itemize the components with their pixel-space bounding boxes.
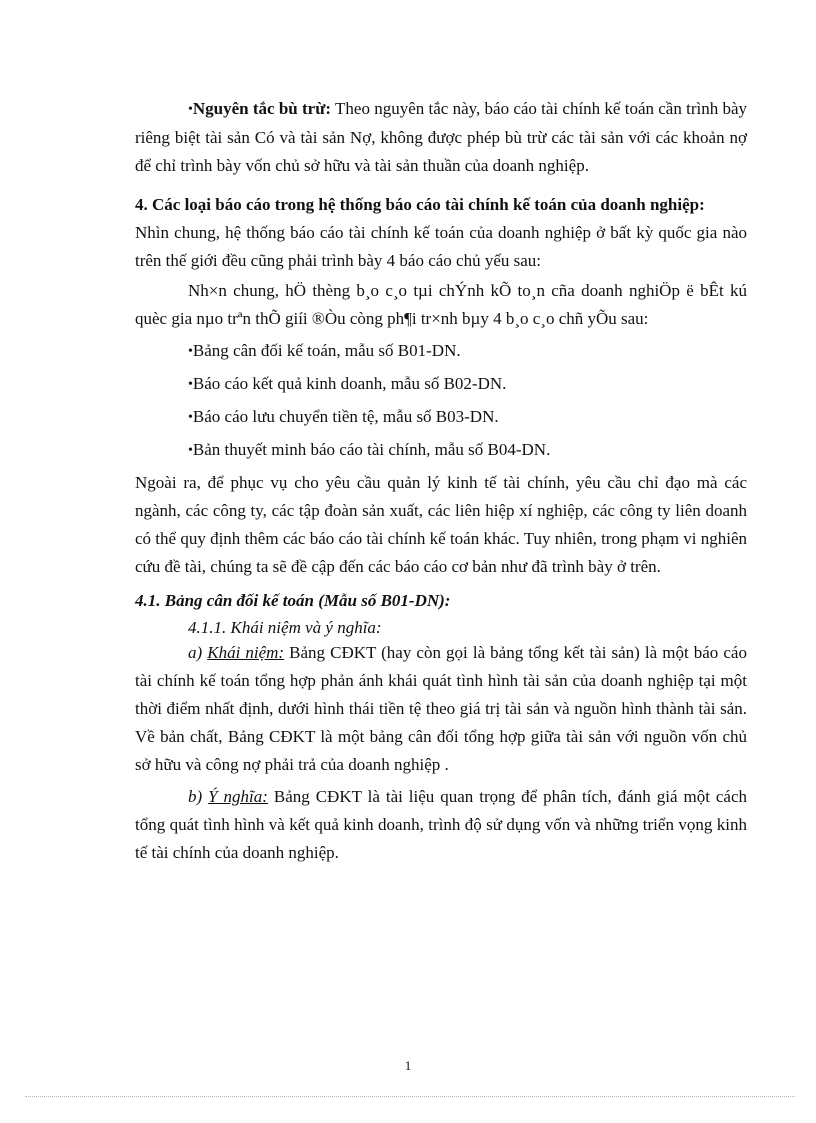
bullet-icon: • <box>188 344 193 359</box>
bullet-icon: • <box>188 102 193 117</box>
subsection-heading-4-1-1: 4.1.1. Khái niệm và ý nghĩa: <box>188 618 382 637</box>
report-list-item <box>135 337 747 366</box>
principle-term: Nguyên tắc bù trừ: <box>192 99 332 118</box>
report-list-item-text: Báo cáo lưu chuyển tiền tệ, mẫu số B03-DN. <box>192 407 499 426</box>
paragraph-additional-reports: Ngoài ra, để phục vụ cho yêu cầu quản lý kinh tế tài chính, yêu cầu chỉ đạo mà các ngành, các công ty, các tập đoàn sản xuất, các liên hiệp xí nghiệp, các công ty liên doanh có thể quy định thêm các báo cáo tài chính kế toán khác. Tuy nhiên, trong phạm vi nghiên cứu đề tài, chúng ta sẽ đề cập đến các báo cáo cơ bản như đã trình bày ở trên. <box>135 473 747 576</box>
report-list-item <box>135 403 747 432</box>
meaning-prefix: b) <box>188 787 209 806</box>
meaning-term: Ý nghĩa: <box>208 787 268 806</box>
bullet-icon: • <box>188 443 193 458</box>
report-list-item <box>135 370 747 399</box>
report-list-item-text: Báo cáo kết quả kinh doanh, mẫu số B02-DN. <box>192 374 507 393</box>
paragraph-concept <box>135 639 747 779</box>
paragraph-offset-principle <box>135 95 747 180</box>
concept-text: Bảng CĐKT (hay còn gọi là bảng tổng kết tài sản) là một báo cáo tài chính kế toán tổng hợp phản ánh khái quát tình hình tài sản của doanh nghiệp tại một thời điểm nhất định, dưới hình thái tiền tệ theo giá trị tài sản và nguồn hình thành tài sản. Về bản chất, Bảng CĐKT là một bảng cân đối tổng hợp giữa tài sản với nguồn vốn chủ sở hữu và công nợ phải trả của doanh nghiệp . <box>135 643 747 774</box>
page-bottom-divider <box>25 1096 795 1097</box>
section-heading-4-1: 4.1. Bảng cân đối kế toán (Mẫu số B01-DN): <box>135 591 451 610</box>
concept-term: Khái niệm: <box>207 643 285 662</box>
bullet-icon: • <box>188 377 193 392</box>
page-number: 1 <box>404 1058 412 1073</box>
section-heading-4: 4. Các loại báo cáo trong hệ thống báo cáo tài chính kế toán của doanh nghiệp: <box>135 195 705 214</box>
document-body <box>135 95 747 867</box>
report-list <box>135 337 747 465</box>
paragraph-meaning <box>135 783 747 867</box>
meaning-text: Bảng CĐKT là tài liệu quan trọng để phân tích, đánh giá một cách tổng quát tình hình và kết quả kinh doanh, trình độ sử dụng vốn và những triển vọng kinh tế tài chính của doanh nghiệp. <box>135 787 748 862</box>
report-list-item-text: Bảng cân đối kế toán, mẫu số B01-DN. <box>192 341 461 360</box>
report-list-item <box>135 436 747 465</box>
report-list-item-text: Bản thuyết minh báo cáo tài chính, mẫu số B04-DN. <box>192 440 551 459</box>
concept-prefix: a) <box>188 643 208 662</box>
principle-text: Theo nguyên tắc này, báo cáo tài chính kế toán cần trình bày riêng biệt tài sản Có và tài sản Nợ, không được phép bù trừ các tài sản với các khoản nợ để chỉ trình bày vốn chủ sở hữu và tài sản thuần của doanh nghiệp. <box>135 99 747 175</box>
paragraph-overview: Nhìn chung, hệ thống báo cáo tài chính kế toán của doanh nghiệp ở bất kỳ quốc gia nào trên thế giới đều cũng phải trình bày 4 báo cáo chủ yếu sau: <box>135 223 747 270</box>
paragraph-legacy-encoded: Nh×n chung, hÖ thèng b¸o c¸o tµi chÝnh kÕ to¸n cña doanh nghiÖp ë bÊt kú quèc gia nµo trªn thÕ giíi ®Òu còng ph¶i tr×nh bµy 4 b¸o c¸o chñ yÕu sau: <box>135 281 747 328</box>
bullet-icon: • <box>188 410 193 425</box>
